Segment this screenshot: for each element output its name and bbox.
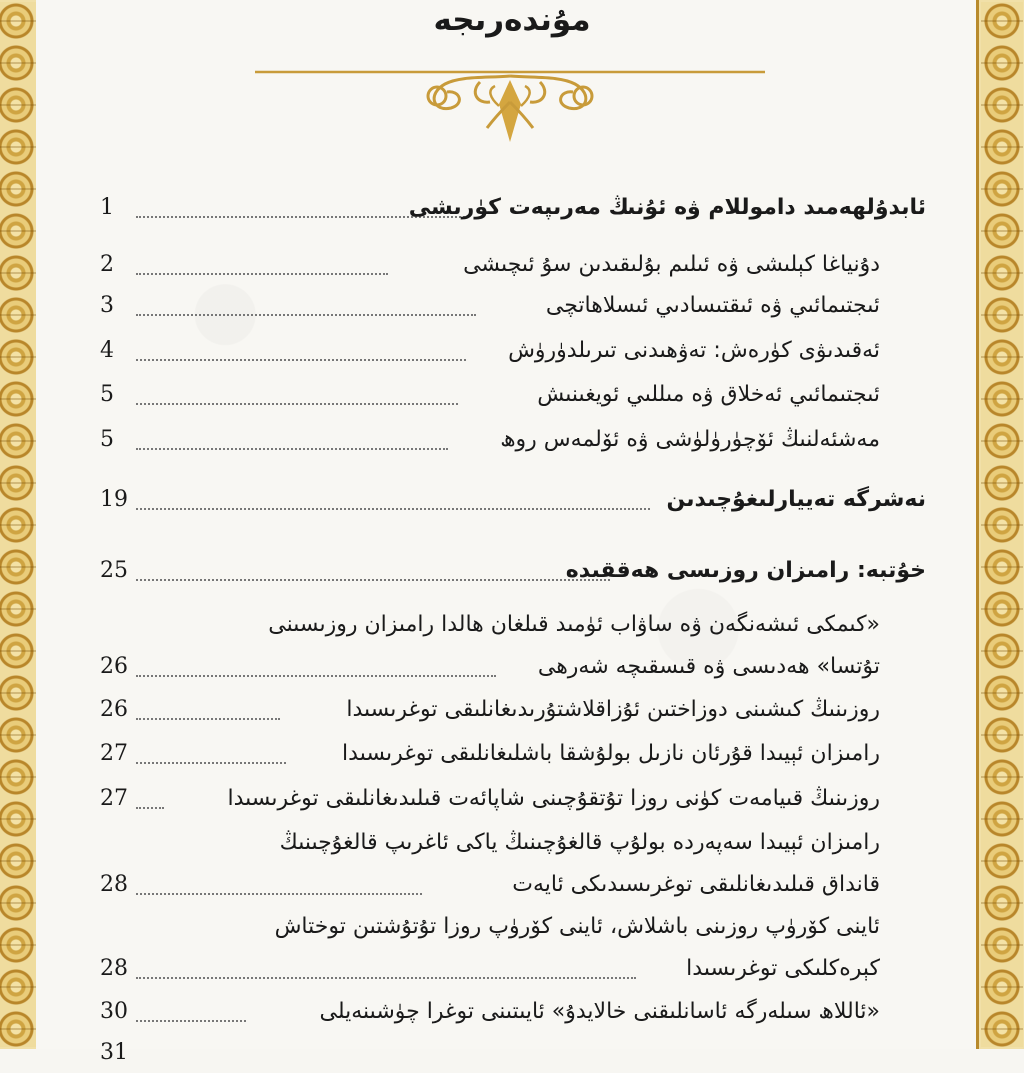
dot-leader bbox=[136, 977, 636, 979]
dot-leader bbox=[136, 807, 164, 809]
toc-entry[interactable] bbox=[100, 734, 926, 774]
entry-title-line1: «كىمكى ئىشەنگەن ۋە ساۋاب ئۈمىد قىلغان ھالدا رامىزان روزىسىنى bbox=[268, 612, 880, 637]
entry-title: دۇنياغا كېلىشى ۋە ئىلىم بۇلىقىدىن سۇ ئىچىشى bbox=[463, 252, 880, 277]
entry-title: خۇتبە: رامىزان روزىسى ھەققىدە bbox=[565, 558, 926, 583]
entry-title: ئابدۇلھەمىد داموللام ۋە ئۇنىڭ مەرىپەت كۈرىشى bbox=[408, 195, 926, 220]
entry-title: روزىنىڭ كىشىنى دوزاختىن ئۇزاقلاشتۇرىدىغانلىقى توغرىسىدا bbox=[346, 697, 880, 722]
toc-entry[interactable] bbox=[100, 992, 926, 1032]
dot-leader bbox=[136, 403, 458, 405]
toc-entry[interactable] bbox=[100, 480, 926, 520]
entry-title-line2: قانداق قىلىدىغانلىقى توغرىسىدىكى ئايەت bbox=[512, 872, 880, 897]
toc-entry-partial[interactable] bbox=[100, 1033, 926, 1073]
toc-entry[interactable] bbox=[100, 612, 926, 687]
page-number: 3 bbox=[100, 293, 114, 318]
toc-entry[interactable] bbox=[100, 375, 926, 415]
toc-entry[interactable] bbox=[100, 331, 926, 371]
entry-title: مەشئەلنىڭ ئۆچۈرۈلۈشى ۋە ئۆلمەس روھ bbox=[500, 427, 880, 452]
entry-title: ئىجتىمائىي ۋە ئىقتىسادىي ئىسلاھاتچى bbox=[545, 293, 880, 318]
page-number: 2 bbox=[100, 252, 114, 277]
entry-title-line2: كېرەكلىكى توغرىسىدا bbox=[686, 956, 880, 981]
page-number: 26 bbox=[100, 697, 128, 722]
page-number: 26 bbox=[100, 654, 128, 679]
dot-leader bbox=[136, 508, 650, 510]
page-number: 25 bbox=[100, 558, 128, 583]
dot-leader bbox=[136, 448, 448, 450]
dot-leader bbox=[136, 1020, 246, 1022]
dot-leader bbox=[136, 893, 422, 895]
page-number: 30 bbox=[100, 999, 128, 1024]
toc-entry[interactable] bbox=[100, 551, 926, 591]
dot-leader bbox=[136, 314, 476, 316]
toc-entry[interactable] bbox=[100, 188, 926, 228]
page-number: 4 bbox=[100, 338, 114, 363]
page-title: مۇندەرىجە bbox=[433, 2, 591, 38]
dot-leader bbox=[136, 762, 286, 764]
page-number: 27 bbox=[100, 786, 128, 811]
dot-leader bbox=[136, 718, 280, 720]
page-number: 28 bbox=[100, 956, 128, 981]
dot-leader bbox=[136, 675, 496, 677]
toc-entry[interactable] bbox=[100, 420, 926, 460]
entry-title: رامىزان ئېيىدا قۇرئان نازىل بولۇشقا باشلىغانلىقى توغرىسىدا bbox=[342, 741, 880, 766]
entry-title-line1: ئاينى كۆرۈپ روزىنى باشلاش، ئاينى كۆرۈپ روزا تۇتۇشتىن توختاش bbox=[274, 914, 880, 939]
page-number: 5 bbox=[100, 382, 114, 407]
dot-leader bbox=[136, 359, 466, 361]
page-number: 19 bbox=[100, 487, 128, 512]
entry-title-line2: تۇتسا» ھەدىسى ۋە قىسقىچە شەرھى bbox=[537, 654, 880, 679]
toc-entry[interactable] bbox=[100, 830, 926, 905]
toc-entry[interactable] bbox=[100, 914, 926, 989]
entry-title: «ئاللاھ سىلەرگە ئاسانلىقنى خالايدۇ» ئايىتىنى توغرا چۈشىنەيلى bbox=[319, 999, 880, 1024]
page-number: 31 bbox=[100, 1040, 128, 1065]
page-number: 27 bbox=[100, 741, 128, 766]
toc-entry[interactable] bbox=[100, 690, 926, 730]
page-number: 1 bbox=[100, 195, 114, 220]
entry-title: نەشرگە تەييارلىغۇچىدىن bbox=[666, 487, 926, 512]
entry-title-line1: رامىزان ئېيىدا سەپەردە بولۇپ قالغۇچىنىڭ ياكى ئاغرىپ قالغۇچىنىڭ bbox=[279, 830, 880, 855]
toc-entry[interactable] bbox=[100, 245, 926, 285]
page-number: 28 bbox=[100, 872, 128, 897]
entry-title: روزىنىڭ قىيامەت كۈنى روزا تۇتقۇچىنى شاپائەت قىلىدىغانلىقى توغرىسىدا bbox=[227, 786, 880, 811]
entry-title: ئىجتىمائىي ئەخلاق ۋە مىللىي ئويغىنىش bbox=[537, 382, 880, 407]
page-number: 5 bbox=[100, 427, 114, 452]
entry-title: ئەقىدىۋى كۈرەش: تەۋھىدنى تىرىلدۈرۈش bbox=[508, 338, 880, 363]
dot-leader bbox=[136, 273, 388, 275]
toc-entry[interactable] bbox=[100, 286, 926, 326]
toc-entry[interactable] bbox=[100, 779, 926, 819]
dot-leader bbox=[136, 579, 610, 581]
